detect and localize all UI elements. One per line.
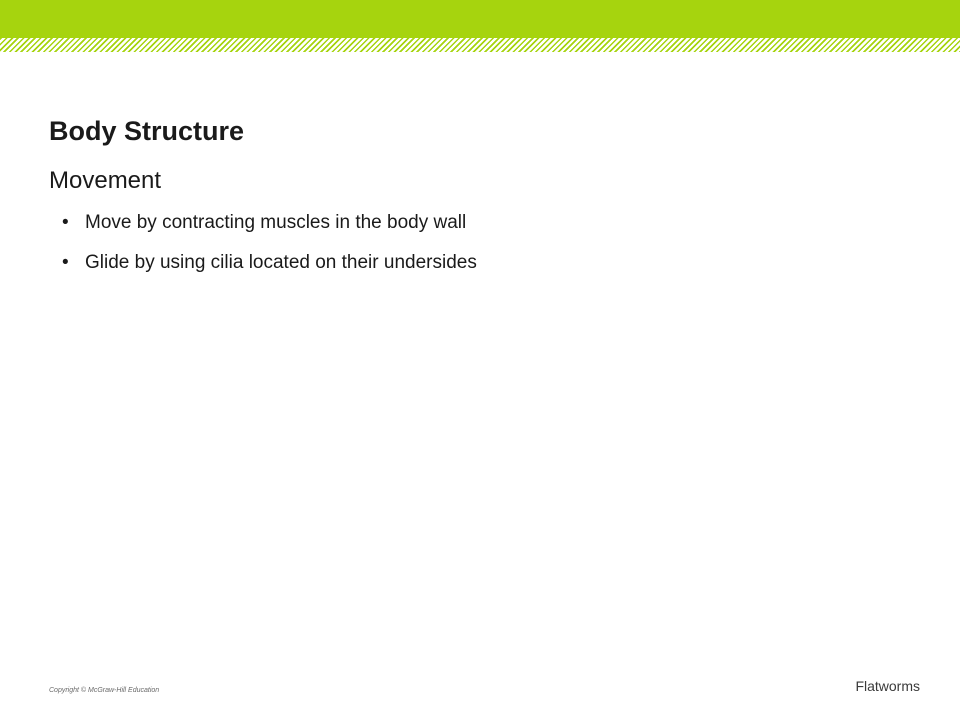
- bullet-list: [62, 210, 922, 290]
- bullet-item: [62, 210, 922, 236]
- bullet-item: [62, 250, 922, 276]
- bullet-text: Glide by using cilia located on their undersides: [85, 252, 477, 273]
- bullet-dot-icon: •: [62, 252, 69, 273]
- footer-topic-label: Flatworms: [855, 678, 920, 694]
- header-hatch-strip: [0, 38, 960, 52]
- header-accent-band: [0, 0, 960, 38]
- copyright-notice: Copyright © McGraw-Hill Education: [49, 687, 160, 694]
- bullet-dot-icon: •: [62, 212, 69, 233]
- slide-title: Body Structure: [49, 116, 245, 146]
- slide-subtitle: Movement: [49, 167, 162, 194]
- bullet-text: Move by contracting muscles in the body wall: [85, 212, 467, 233]
